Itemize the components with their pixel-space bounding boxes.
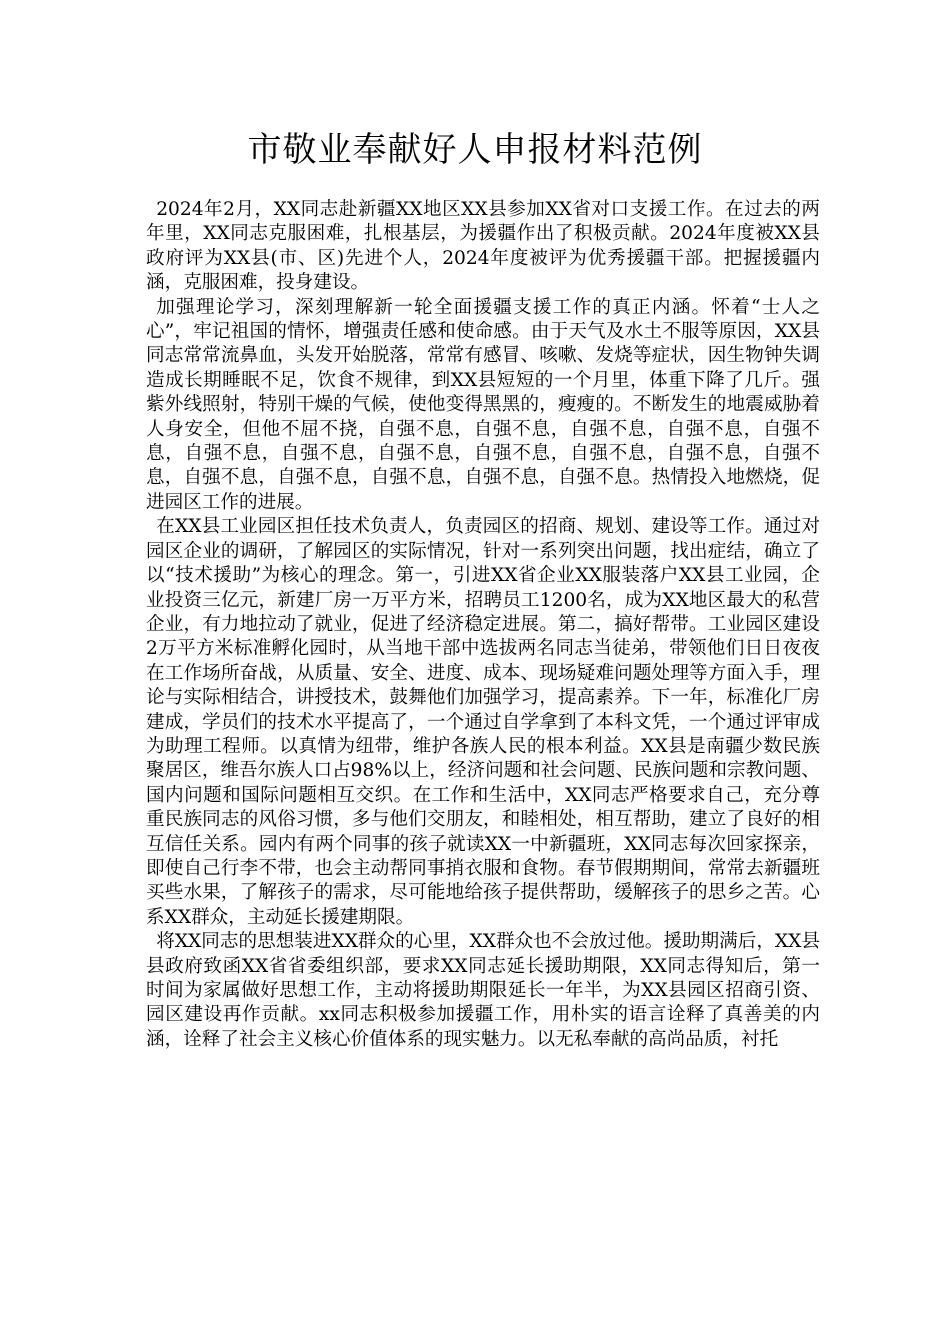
document-body xyxy=(146,198,820,1052)
paragraph: 在XX县工业园区担任技术负责人，负责园区的招商、规划、建设等工作。通过对园区企业的调研，了解园区的实际情况，针对一系列突出问题，找出症结，确立了以“技术援助”为核心的理念。第一，引进XX省企业XX服装落户XX县工业园，企业投资三亿元，新建厂房一万平方米，招聘员工1200名，成为XX地区最大的私营企业，有力地拉动了就业，促进了经济稳定进展。第二，搞好帮带。工业园区建设2万平方米标准孵化园时，从当地干部中选拔两名同志当徒弟，带领他们日日夜夜在工作场所奋战，从质量、安全、进度、成本、现场疑难问题处理等方面入手，理论与实际相结合，讲授技术，鼓舞他们加强学习，提高素养。下一年，标准化厂房建成，学员们的技术水平提高了，一个通过自学拿到了本科文凭，一个通过评审成为助理工程师。以真情为纽带，维护各族人民的根本利益。XX县是南疆少数民族聚居区，维吾尔族人口占98%以上，经济问题和社会问题、民族问题和宗教问题、国内问题和国际问题相互交织。在工作和生活中，XX同志严格要求自己，充分尊重民族同志的风俗习惯，多与他们交朋友，和睦相处，相互帮助，建立了良好的相互信任关系。园内有两个同事的孩子就读XX一中新疆班，XX同志每次回家探亲，即使自己行李不带，也会主动帮同事捎衣服和食物。春节假期期间，常常去新疆班买些水果，了解孩子的需求，尽可能地给孩子提供帮助，缓解孩子的思乡之苦。心系XX群众，主动延长援建期限。 xyxy=(146,516,820,928)
document-title: 市敬业奉献好人申报材料范例 xyxy=(247,130,703,170)
paragraph: 2024年2月，XX同志赴新疆XX地区XX县参加XX省对口支援工作。在过去的两年里，XX同志克服困难，扎根基层，为援疆作出了积极贡献。2024年度被XX县政府评为XX县(市、区)先进个人，2024年度被评为优秀援疆干部。把握援疆内涵，克服困难，投身建设。 xyxy=(146,199,820,294)
paragraph: 将XX同志的思想装进XX群众的心里，XX群众也不会放过他。援助期满后，XX县县政府致函XX省省委组织部，要求XX同志延长援助期限，XX同志得知后，第一时间为家属做好思想工作，主动将援助期限延长一年半，为XX县园区招商引资、园区建设再作贡献。xx同志积极参加援疆工作，用朴实的语言诠释了真善美的内涵，诠释了社会主义核心价值体系的现实魅力。以无私奉献的高尚品质，衬托 xyxy=(146,931,820,1050)
paragraph: 加强理论学习，深刻理解新一轮全面援疆支援工作的真正内涵。怀着“士人之心”，牢记祖国的情怀，增强责任感和使命感。由于天气及水土不服等原因，XX县同志常常流鼻血，头发开始脱落，常常有感冒、咳嗽、发烧等症状，因生物钟失调造成长期睡眠不足，饮食不规律，到XX县短短的一个月里，体重下降了几斤。强紫外线照射，特别干燥的气候，使他变得黑黑的，瘦瘦的。不断发生的地震威胁着人身安全，但他不屈不挠，自强不息，自强不息，自强不息，自强不息，自强不息，自强不息，自强不息，自强不息，自强不息，自强不息，自强不息，自强不息，自强不息，自强不息，自强不息，自强不息，自强不息。热情投入地燃烧，促进园区工作的进展。 xyxy=(146,296,820,513)
